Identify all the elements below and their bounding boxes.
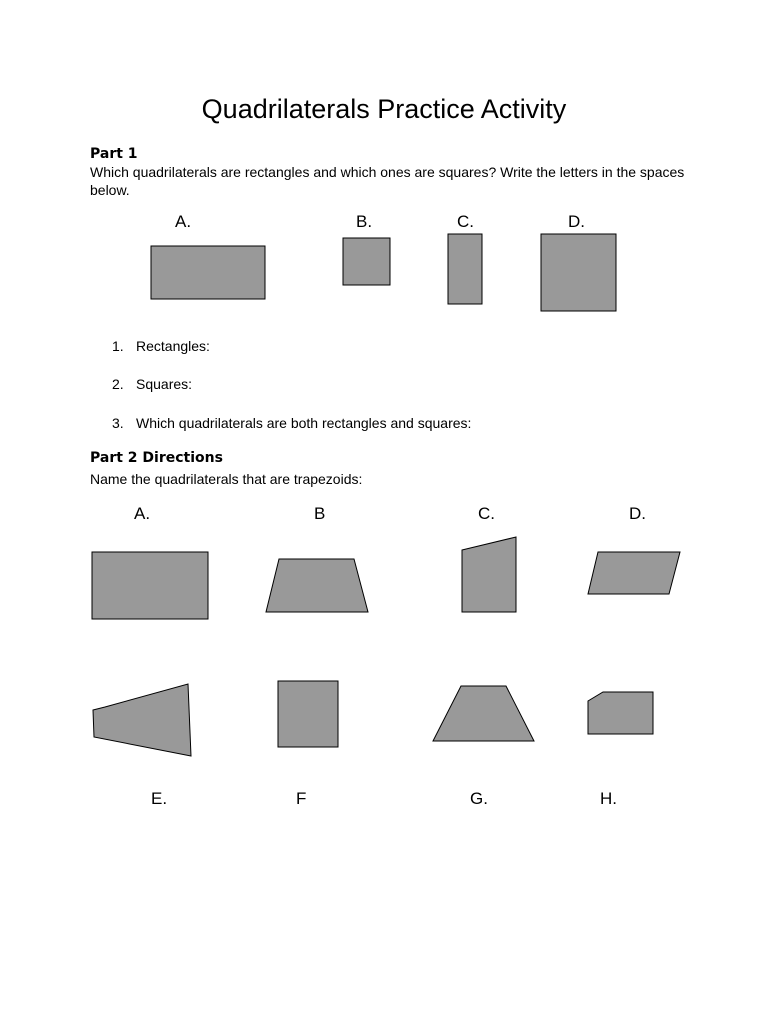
part1-label-c: C. — [457, 212, 474, 231]
shape-2e-quadrilateral — [93, 684, 191, 756]
part2-heading: Part 2 Directions — [90, 450, 223, 466]
part1-instructions: Which quadrilaterals are rectangles and which ones are squares? Write the letters in the spaces below. — [90, 164, 685, 198]
shape-2b-trapezoid — [266, 559, 368, 612]
shape-2d-parallelogram — [588, 552, 680, 594]
shape-2c-trapezoid — [462, 537, 516, 612]
page-title: Quadrilaterals Practice Activity — [201, 94, 567, 124]
shape-2a-rectangle — [92, 552, 208, 619]
question-text: Squares: — [136, 376, 193, 392]
shape-a-rectangle — [151, 246, 265, 299]
question-text: Rectangles: — [136, 338, 210, 354]
question-number: 3. — [112, 415, 124, 431]
shape-2h-pentagon — [588, 692, 653, 734]
question-number: 1. — [112, 338, 124, 354]
part2-label-b: B — [314, 504, 326, 523]
shape-d-square — [541, 234, 616, 311]
question-text: Which quadrilaterals are both rectangles and squares: — [136, 415, 472, 431]
part2-label-h: H. — [600, 789, 617, 808]
shape-2f-rectangle — [278, 681, 338, 747]
part2-label-a: A. — [134, 504, 151, 523]
shape-b-square — [343, 238, 390, 285]
part1-label-b: B. — [356, 212, 373, 231]
part2-label-d: D. — [629, 504, 646, 523]
part2-label-c: C. — [478, 504, 495, 523]
part2-label-g: G. — [470, 789, 488, 808]
part2-label-f: F — [296, 789, 307, 808]
question-number: 2. — [112, 376, 124, 392]
shape-2g-trapezoid — [433, 686, 534, 741]
part1-label-d: D. — [568, 212, 585, 231]
part1-heading: Part 1 — [90, 146, 138, 162]
part2-instructions: Name the quadrilaterals that are trapezoids: — [90, 471, 363, 487]
part2-label-e: E. — [151, 789, 168, 808]
part1-label-a: A. — [175, 212, 192, 231]
shape-c-rectangle — [448, 234, 482, 304]
